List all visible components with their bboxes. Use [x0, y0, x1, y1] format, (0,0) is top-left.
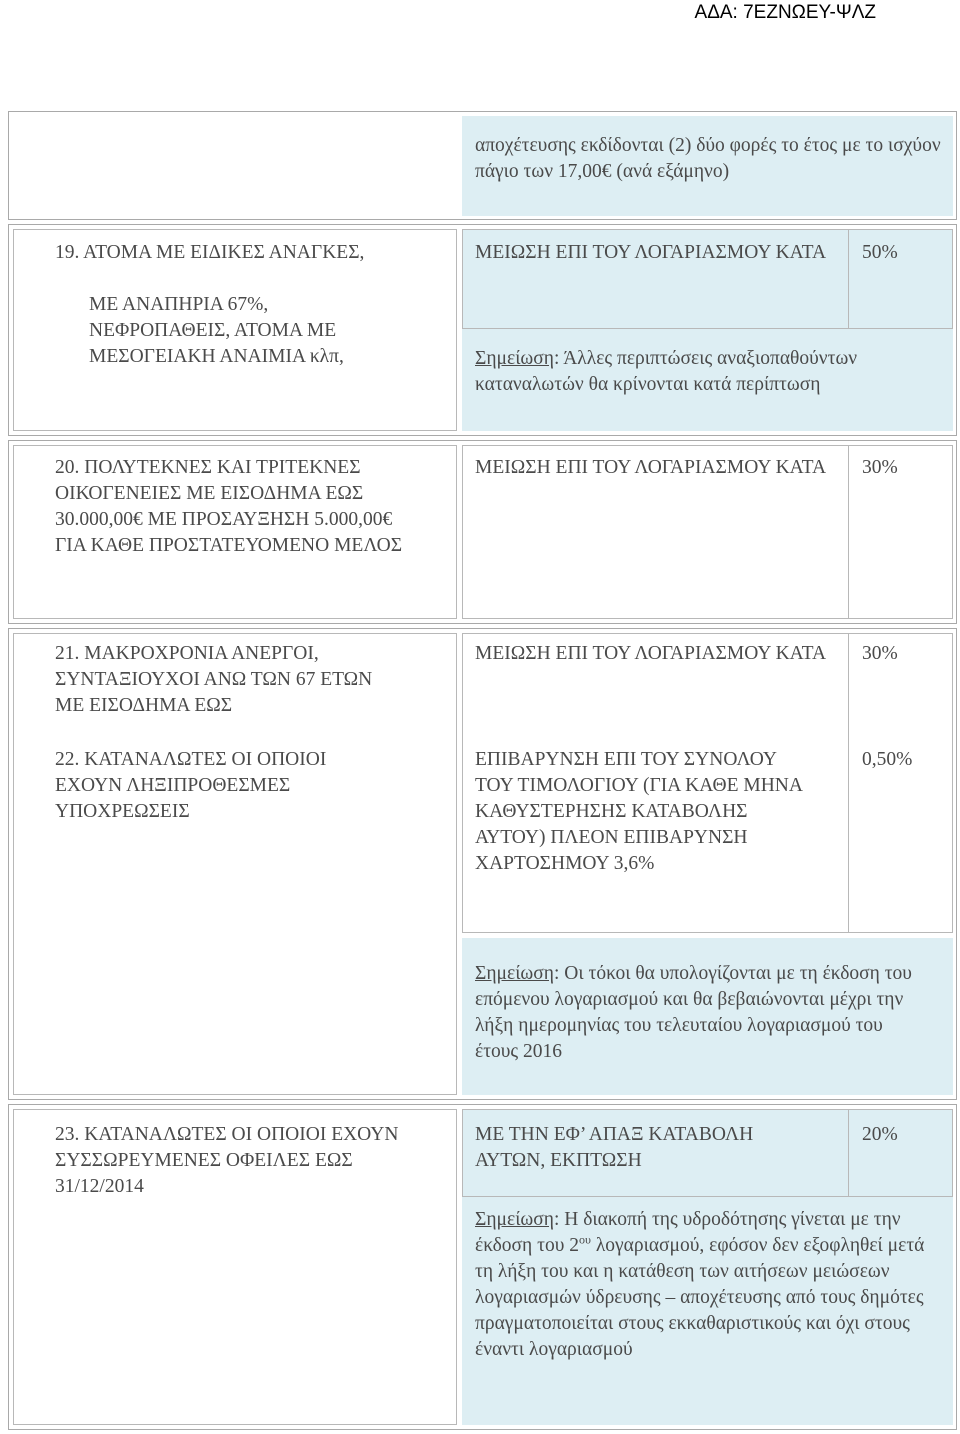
- row-20-desc: ΜΕΙΩΣΗ ΕΠΙ ΤΟΥ ΛΟΓΑΡΙΑΣΜΟΥ ΚΑΤΑ: [475, 457, 827, 478]
- row-23-note-text-b: λογαριασμού, εφόσον δεν εξοφληθεί μετά τη λήξη του και η κατάθεση των αιτήσεων μειώσεων λογαριασμών ύδρευσης – αποχέτευσης από τους δημότες πραγματοποιείται στους εκκαθαριστικούς και όχι στους έναντι λογαριασμού: [475, 1235, 925, 1360]
- row-20-category: 20. ΠΟΛΥΤΕΚΝΕΣ ΚΑΙ ΤΡΙΤΕΚΝΕΣ ΟΙΚΟΓΕΝΕΙΕΣ ΜΕ ΕΙΣΟΔΗΜΑ ΕΩΣ 30.000,00€ ΜΕ ΠΡΟΣΑΥΞΗΣΗ 5.000,00€ ΓΙΑ ΚΑΘΕ ΠΡΟΣΤΑΤΕΥΟΜΕΝΟ ΜΕΛΟΣ: [55, 457, 403, 556]
- row-19-desc: ΜΕΙΩΣΗ ΕΠΙ ΤΟΥ ΛΟΓΑΡΙΑΣΜΟΥ ΚΑΤΑ: [475, 242, 827, 263]
- row-22-category: 22. ΚΑΤΑΝΑΛΩΤΕΣ ΟΙ ΟΠΟΙΟΙ ΕΧΟΥΝ ΛΗΞΙΠΡΟΘΕΣΜΕΣ ΥΠΟΧΡΕΩΣΕΙΣ: [55, 749, 327, 822]
- row-23-note-sup: ου: [578, 1232, 591, 1247]
- row-19-category-line1: 19. ΑΤΟΜΑ ΜΕ ΕΙΔΙΚΕΣ ΑΝΑΓΚΕΣ,: [55, 242, 365, 263]
- row-22-note: [475, 961, 915, 1065]
- row-21-desc: ΜΕΙΩΣΗ ΕΠΙ ΤΟΥ ΛΟΓΑΡΙΑΣΜΟΥ ΚΑΤΑ: [475, 643, 827, 664]
- row-23-note-text-a: : Η διακοπή της υδροδότησης γίνεται με την έκδοση του 2: [475, 1209, 901, 1256]
- row-22-desc: ΕΠΙΒΑΡΥΝΣΗ ΕΠΙ ΤΟΥ ΣΥΝΟΛΟΥ ΤΟΥ ΤΙΜΟΛΟΓΙΟΥ (ΓΙΑ ΚΑΘΕ ΜΗΝΑ ΚΑΘΥΣΤΕΡΗΣΗΣ ΚΑΤΑΒΟΛΗΣ ΑΥΤΟΥ) ΠΛΕΟΝ ΕΠΙΒΑΡΥΝΣΗ ΧΑΡΤΟΣΗΜΟΥ 3,6%: [475, 749, 802, 874]
- row-21-pct: 30%: [862, 643, 898, 664]
- row-23-desc: ΜΕ ΤΗΝ ΕΦ’ ΑΠΑΞ ΚΑΤΑΒΟΛΗ ΑΥΤΩΝ, ΕΚΠΤΩΣΗ: [475, 1124, 754, 1171]
- row-18-desc: αποχέτευσης εκδίδονται (2) δύο φορές το έτος με το ισχύον πάγιο των 17,00€ (ανά εξάμηνο): [475, 135, 941, 182]
- row-22-pct: 0,50%: [862, 749, 913, 770]
- row-19-note-label: Σημείωση: [475, 348, 554, 369]
- row-23-note: [475, 1207, 945, 1363]
- row-22-note-label: Σημείωση: [475, 963, 554, 984]
- row-21-22-pct-cell: [848, 633, 953, 933]
- row-23-note-label: Σημείωση: [475, 1209, 554, 1230]
- row-23-pct: 20%: [862, 1124, 898, 1145]
- row-19-pct: 50%: [862, 242, 898, 263]
- row-21-category: 21. ΜΑΚΡΟΧΡΟΝΙΑ ΑΝΕΡΓΟΙ, ΣΥΝΤΑΞΙΟΥΧΟΙ ΑΝΩ ΤΩΝ 67 ΕΤΩΝ ΜΕ ΕΙΣΟΔΗΜΑ ΕΩΣ: [55, 643, 373, 716]
- row-19-category-line2: ΜΕ ΑΝΑΠΗΡΙΑ 67%, ΝΕΦΡΟΠΑΘΕΙΣ, ΑΤΟΜΑ ΜΕ ΜΕΣΟΓΕΙΑΚΗ ΑΝΑΙΜΙΑ κλπ,: [89, 294, 344, 367]
- row-19-note: [475, 346, 945, 398]
- row-19-note-text: : Άλλες περιπτώσεις αναξιοπαθούντων καταναλωτών θα κρίνονται κατά περίπτωση: [475, 348, 858, 395]
- row-20-pct: 30%: [862, 457, 898, 478]
- row-22-note-text: : Οι τόκοι θα υπολογίζονται με τη έκδοση του επόμενου λογαριασμού και θα βεβαιώνονται μέχρι την λήξη ημερομηνίας του τελευταίου λογαριασμού του έτους 2016: [475, 963, 912, 1062]
- row-23-category: 23. ΚΑΤΑΝΑΛΩΤΕΣ ΟΙ ΟΠΟΙΟΙ ΕΧΟΥΝ ΣΥΣΣΩΡΕΥΜΕΝΕΣ ΟΦΕΙΛΕΣ ΕΩΣ 31/12/2014: [55, 1124, 399, 1197]
- ada-code: ΑΔΑ: 7ΕΖΝΩΕΥ-ΨΛΖ: [694, 2, 876, 23]
